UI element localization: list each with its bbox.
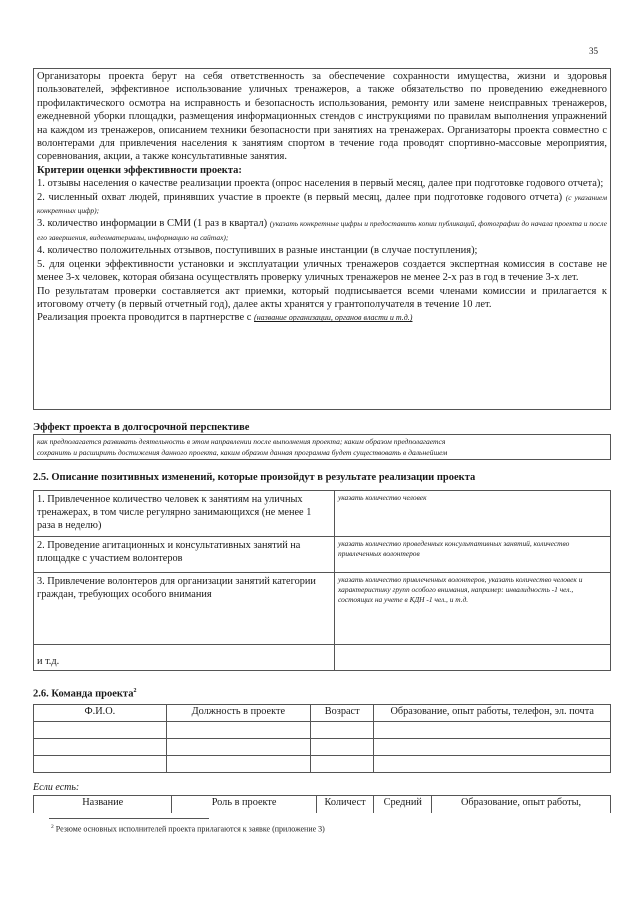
column-header: Образование, опыт работы,	[432, 796, 611, 814]
organizers-section	[33, 68, 611, 410]
table-cell[interactable]	[166, 739, 310, 756]
table-cell[interactable]	[166, 722, 310, 739]
footnote-divider	[49, 818, 209, 819]
table-cell[interactable]	[310, 739, 373, 756]
table-cell[interactable]	[310, 722, 373, 739]
criterion-1: 1. отзывы населения о качестве реализации проекта (опрос населения в первый месяц, далее при подготовке годового отчета);	[37, 178, 604, 190]
partnership-text: Реализация проекта проводится в партнерстве с	[37, 312, 252, 324]
inspection-paragraph: По результатам проверки составляется акт приемки, который подписывается всеми членами комиссии и прилагается к итоговому отчету (в первый отчетный год), далее акты хранятся у грантополучателя в течение 10 лет.	[37, 285, 607, 310]
criterion-3-text: 3. количество информации в СМИ (1 раз в квартал)	[37, 218, 268, 230]
effect-box[interactable]	[33, 434, 611, 460]
table-row	[34, 645, 611, 671]
table-header-row	[34, 796, 611, 814]
change-description: 2. Проведение агитационных и консультативных занятий на площадке с участием волонтеров	[34, 537, 335, 573]
criterion-3	[37, 217, 607, 244]
effect-heading: Эффект проекта в долгосрочной перспективе	[33, 422, 250, 433]
if-exists-label: Если есть:	[33, 782, 80, 793]
column-header: Возраст	[310, 705, 373, 722]
page-number: 35	[589, 46, 598, 56]
table-cell[interactable]	[34, 756, 167, 773]
change-description: 1. Привлеченное количество человек к занятиям на уличных тренажерах, в том числе регулярно занимающихся (не менее 1 раза в неделю)	[34, 491, 335, 537]
column-header: Роль в проекте	[172, 796, 316, 814]
criterion-4: 4. количество положительных отзывов, поступивших в разные инстанции (в случае поступления);	[37, 245, 478, 257]
column-header: Средний	[374, 796, 432, 814]
column-header: Название	[34, 796, 172, 814]
effect-hint-line-1: как предполагается развивать деятельность в этом направлении после выполнения проекта; каким образом предполагается	[37, 437, 446, 446]
criterion-2-note: (с указанием конкретных цифр);	[37, 192, 607, 216]
table-header-row	[34, 705, 611, 722]
table-cell[interactable]	[166, 756, 310, 773]
organizers-paragraph: Организаторы проекта берут на себя ответственность за обеспечение сохранности имущества, жизни и здоровья пользователей, эффективное использование уличных тренажеров, а также обязательство по проведению ежедневного профилактического осмотра на исправность и безопасность использования, ремонту или замене неисправных тренажеров, ежедневной уборки площадки, размещения информационных стендов с инструкциями по правилам выполнения упражнений на каждом из тренажеров, описанием техники безопасности при занятиях на тренажерах. Организаторы проекта совместно с волонтерами для привлечения населения к занятиям спортом в течение года проводят спортивно-массовые мероприятия, соревнования, акции, а также консультативные занятия.	[37, 71, 607, 163]
table-cell[interactable]	[374, 756, 611, 773]
section-2-5-heading: 2.5. Описание позитивных изменений, которые произойдут в результате реализации проекта	[33, 472, 476, 483]
section-2-6-title: 2.6. Команда проекта	[33, 688, 134, 700]
change-description: 3. Привлечение волонтеров для организации занятий категории граждан, требующих особого внимания	[34, 573, 335, 645]
criterion-3-note: (указать конкретные цифры и предоставить копии публикаций, фотографии до начала проекта и после его завершения, видеоматериалы, информацию на сайтах);	[37, 219, 608, 242]
footnote	[51, 824, 325, 834]
table-row	[34, 756, 611, 773]
footnote-mark: 2	[51, 824, 54, 830]
change-indicator[interactable]: указать количество проведенных консультативных занятий, количество привлеченных волонтеров	[335, 537, 611, 573]
table-cell[interactable]	[34, 722, 167, 739]
table-row	[34, 739, 611, 756]
partnership-line	[37, 311, 607, 324]
criterion-5: 5. для оценки эффективности установки и эксплуатации уличных тренажеров создается экспертная комиссия в составе не менее 3-х человек, которая обязана осуществлять проверку уличных тренажеров не менее 2-х раз в год в течение 3-х лет.	[37, 258, 607, 284]
table-row	[34, 537, 611, 573]
table-row	[34, 722, 611, 739]
criterion-2	[37, 191, 607, 218]
partner-organizations-table	[33, 795, 611, 813]
column-header: Образование, опыт работы, телефон, эл. почта	[374, 705, 611, 722]
effect-hint-line-2: сохранить и расширить достижения данного проекта, каким образом данная программа будет существовать в дальнейшем	[37, 448, 448, 457]
change-description: и т.д.	[34, 645, 335, 671]
change-indicator[interactable]	[335, 645, 611, 671]
table-cell[interactable]	[374, 722, 611, 739]
column-header: Количест	[316, 796, 374, 814]
column-header: Ф.И.О.	[34, 705, 167, 722]
table-cell[interactable]	[310, 756, 373, 773]
column-header: Должность в проекте	[166, 705, 310, 722]
change-indicator[interactable]: указать количество человек	[335, 491, 611, 537]
change-indicator[interactable]: указать количество привлеченных волонтеров, указать количество человек и характеристику групп особого внимания, например: инвалидность -1 чел., состоящих на учете в КДН -1 чел., и т.д.	[335, 573, 611, 645]
criteria-heading: Критерии оценки эффективности проекта:	[37, 164, 242, 176]
table-cell[interactable]	[34, 739, 167, 756]
table-cell[interactable]	[374, 739, 611, 756]
criterion-2-text: 2. численный охват людей, принявших участие в проекте (в первый месяц, далее при подготовке годового отчета)	[37, 191, 563, 203]
team-table	[33, 704, 611, 773]
table-row	[34, 491, 611, 537]
footnote-ref: 2	[133, 688, 137, 694]
footnote-text: Резюме основных исполнителей проекта прилагаются к заявке (приложение 3)	[55, 824, 325, 834]
table-row	[34, 573, 611, 645]
positive-changes-table	[33, 490, 611, 671]
partnership-note: (название организации, органов власти и т.д.)	[254, 313, 413, 323]
section-2-6-heading	[33, 688, 136, 700]
